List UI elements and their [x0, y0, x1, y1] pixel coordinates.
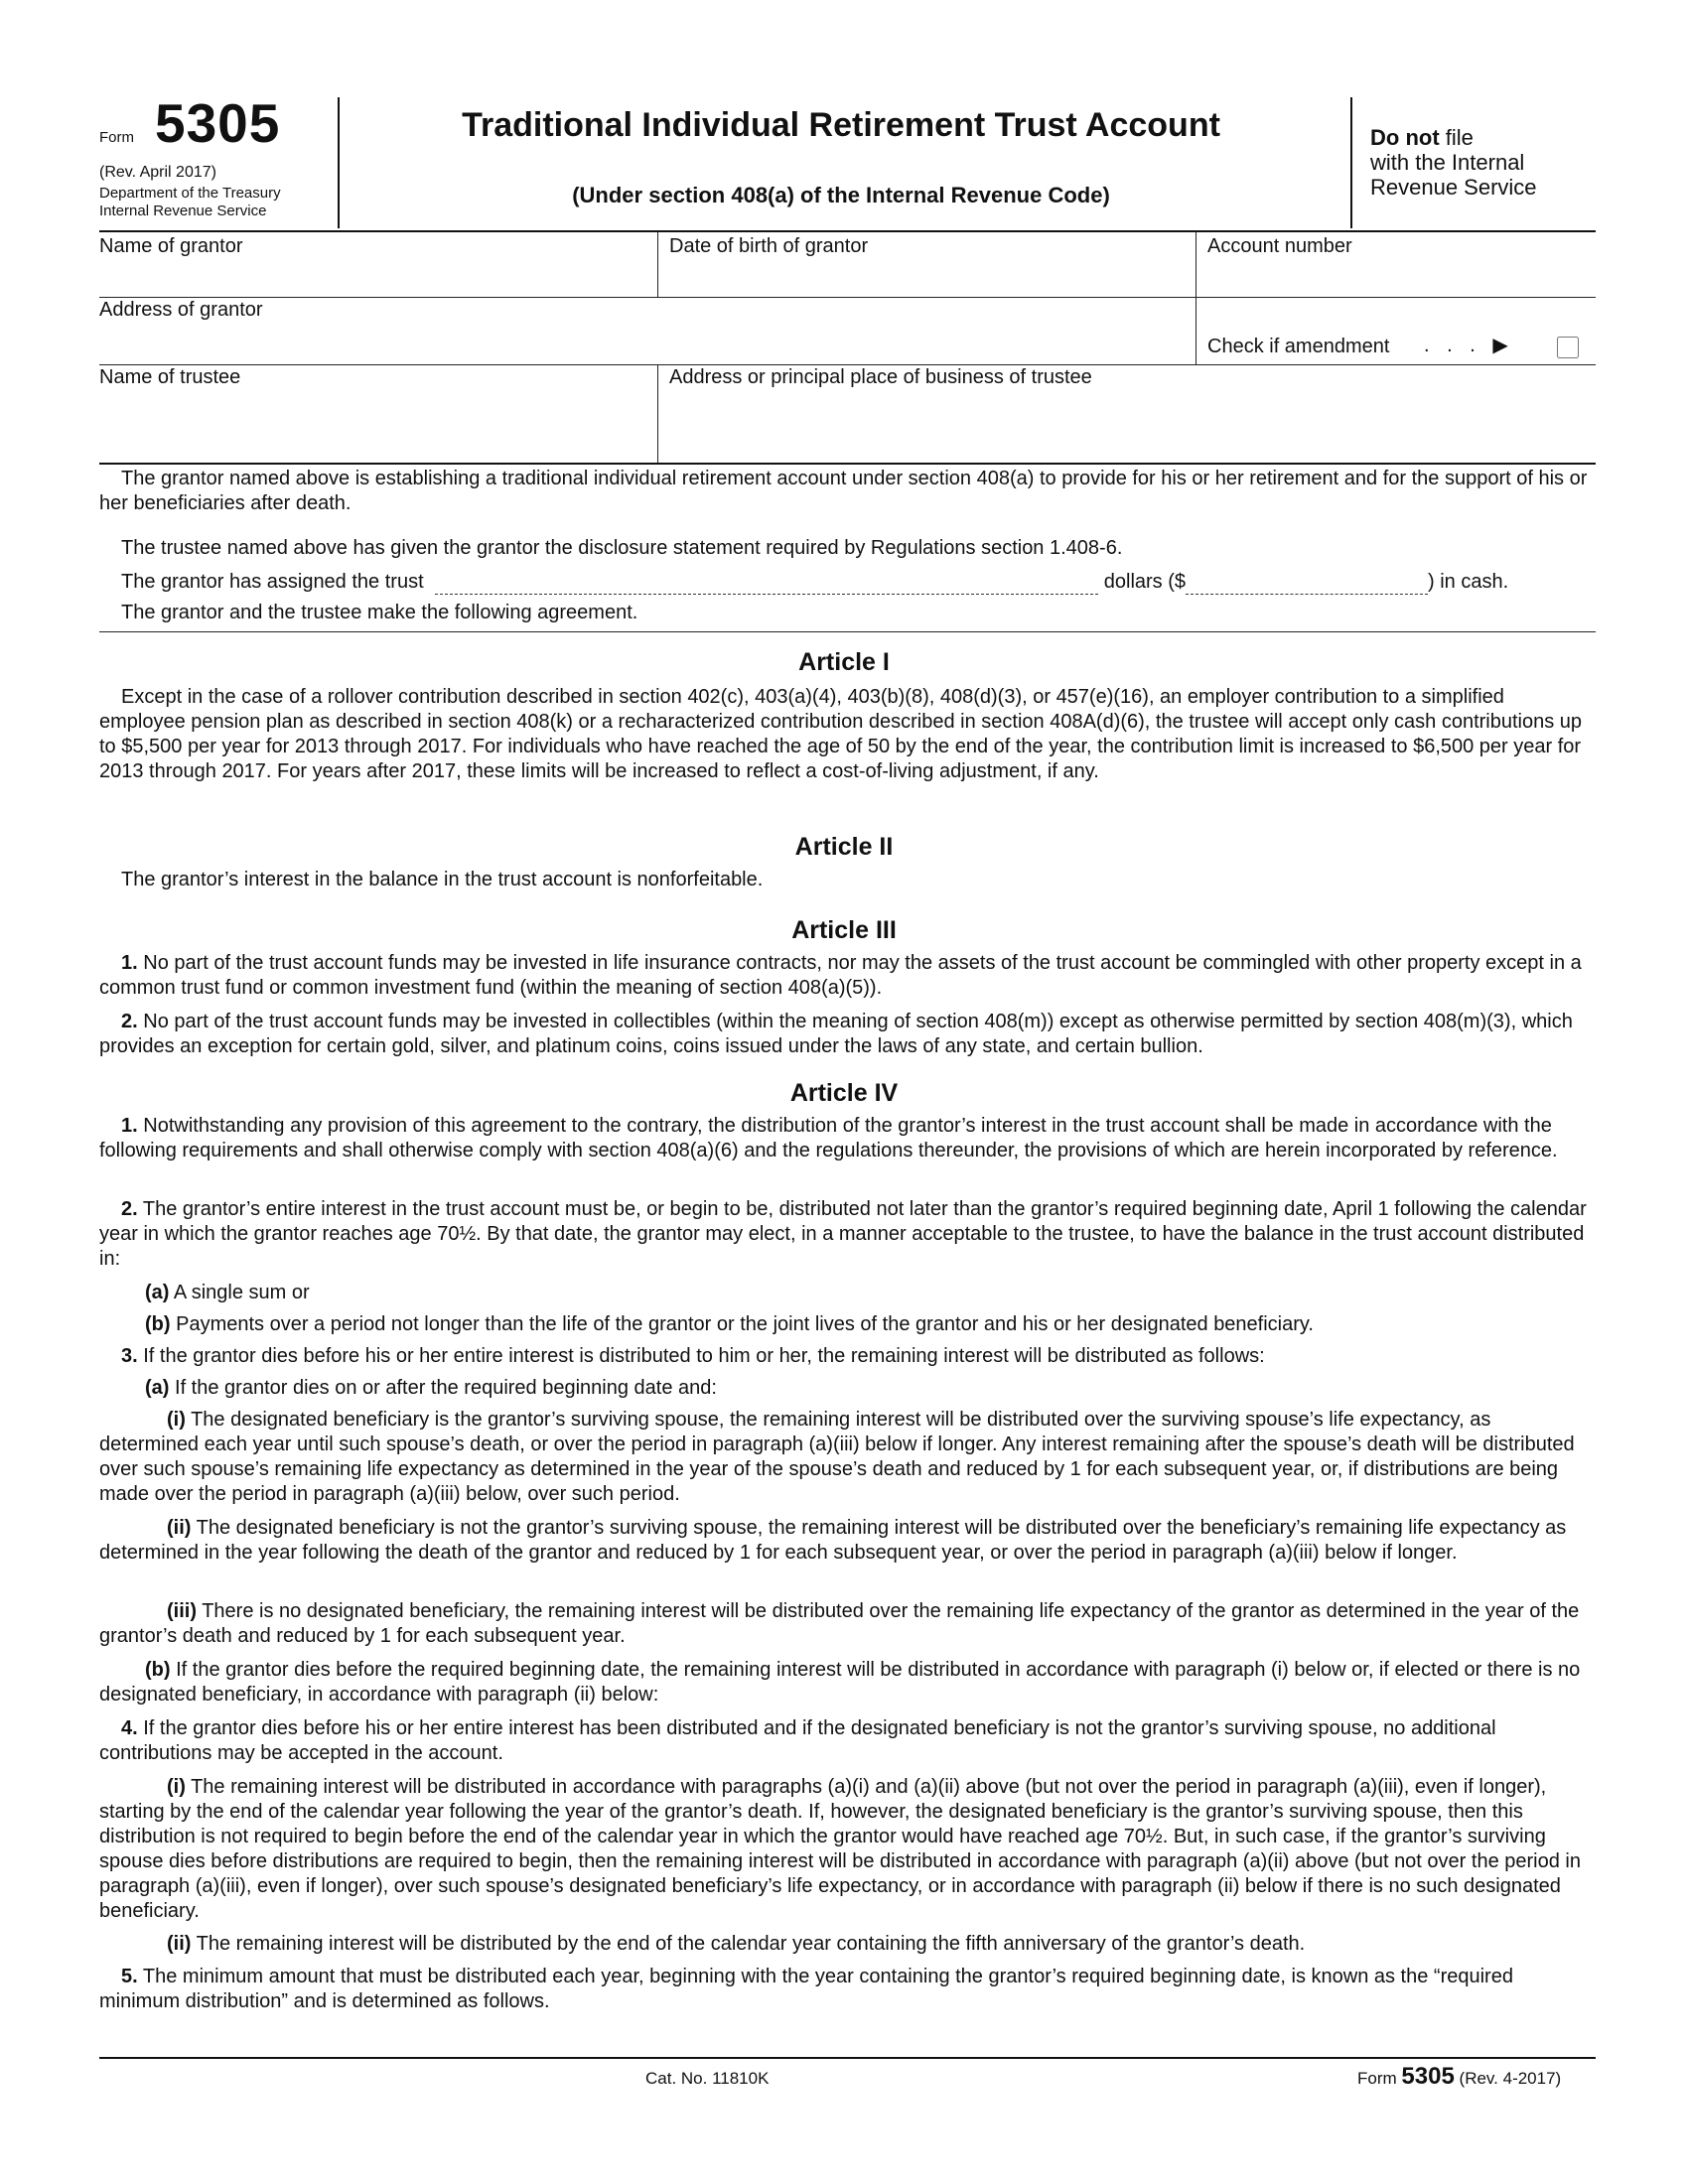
article-1-text — [99, 685, 1589, 784]
check-amendment-label: Check if amendment — [1207, 336, 1390, 357]
amendment-checkbox[interactable] — [1557, 337, 1579, 358]
a4-3aii-text: The designated beneficiary is not the grantor’s surviving spouse, the remaining interest will be distributed over the beneficiary’s remaining life expectancy as determined in the year following the death of the grantor and reduced by 1 for each subsequent year, or over the period in paragraph (a)(iii) below if longer. — [99, 1517, 1567, 1564]
assign-dollars: dollars ($ — [1103, 571, 1187, 593]
a4-5-text: The minimum amount that must be distributed each year, beginning with the year containing the grantor’s required beginning date, is known as the “required minimum distribution” and is determined as follows. — [99, 1966, 1513, 2012]
a4-1-text: Notwithstanding any provision of this agreement to the contrary, the distribution of the grantor’s interest in the trust account shall be made in accordance with the following requirements and shall otherwise comply with section 408(a)(6) and the regulations thereunder, the provisions of which are herein incorporated by reference. — [99, 1115, 1558, 1161]
do-not-bold: Do not — [1370, 125, 1440, 150]
article-3-title: Article III — [791, 916, 897, 944]
article-2-text — [99, 868, 1589, 892]
footer-form-id — [1357, 2063, 1561, 2091]
do-not-rest1: file — [1445, 125, 1474, 150]
a4-3a-num: (a) — [145, 1377, 170, 1399]
catalog-number: Cat. No. 11810K — [645, 2069, 770, 2088]
assignment-line — [99, 570, 1589, 595]
a4-2b-num: (b) — [145, 1313, 171, 1335]
intro-paragraph-4 — [99, 601, 1589, 625]
account-number-input[interactable] — [1207, 262, 1594, 294]
form-subtitle: (Under section 408(a) of the Internal Revenue Code) — [572, 183, 1110, 207]
amendment-leader: . . . ▶ — [1424, 335, 1514, 356]
a3-1-num: 1. — [121, 952, 138, 974]
a4-2-text: The grantor’s entire interest in the trust account must be, or begin to be, distributed not later than the grantor’s required beginning date, April 1 following the calendar year in which the grantor reaches age 70½. By that date, the grantor may elect, in a manner acceptable to the trustee, to have the balance in the trust account distributed in: — [99, 1198, 1587, 1270]
a4-3aiii-num: (iii) — [167, 1600, 197, 1622]
a4-4ii-text: The remaining interest will be distributed by the end of the calendar year containing the fifth anniversary of the grantor’s death. — [196, 1933, 1306, 1955]
intro-p2-text: The trustee named above has given the grantor the disclosure statement required by Regulations section 1.408-6. — [121, 537, 1123, 559]
address-grantor-label: Address of grantor — [99, 299, 263, 321]
footer-revision: (Rev. 4-2017) — [1459, 2069, 1562, 2088]
name-of-trustee-input[interactable] — [99, 395, 655, 431]
address-trustee-label: Address or principal place of business of trustee — [669, 366, 1092, 388]
a3-2-text: No part of the trust account funds may be invested in collectibles (within the meaning of section 408(m)) except as otherwise permitted by section 408(m)(3), which provides an exception for certain gold, silver, and platinum coins, coins issued under the laws of any state, and certain bullion. — [99, 1011, 1573, 1057]
form-label: Form — [99, 129, 134, 146]
a4-3-text: If the grantor dies before his or her entire interest is distributed to him or her, the remaining interest will be distributed as follows: — [143, 1345, 1265, 1367]
address-grantor-input[interactable] — [99, 326, 1191, 361]
fields-bottom-rule — [99, 463, 1596, 465]
account-number-label: Account number — [1207, 235, 1352, 257]
a4-3a-text: If the grantor dies on or after the required beginning date and: — [175, 1377, 717, 1399]
article-4-para-3aiii — [99, 1599, 1589, 1649]
a4-1-num: 1. — [121, 1115, 138, 1137]
article-4-para-4ii — [99, 1932, 1589, 1957]
name-of-trustee-label: Name of trustee — [99, 366, 241, 388]
footer-form-number: 5305 — [1401, 2063, 1455, 2090]
name-of-grantor-label: Name of grantor — [99, 235, 243, 257]
field-divider-3 — [657, 364, 658, 463]
a4-2a-num: (a) — [145, 1282, 170, 1303]
article-4-para-4i — [99, 1775, 1589, 1924]
dob-grantor-input[interactable] — [669, 262, 1190, 294]
article-2-body: The grantor’s interest in the balance in the trust account is nonforfeitable. — [121, 869, 764, 890]
form-title: Traditional Individual Retirement Trust Account — [462, 106, 1220, 144]
article-4-para-3ai — [99, 1408, 1589, 1507]
agency: Internal Revenue Service — [99, 203, 267, 219]
a4-2a-text: A single sum or — [173, 1282, 310, 1303]
article-4-para-1 — [99, 1114, 1589, 1163]
a4-5-num: 5. — [121, 1966, 138, 1987]
a4-4i-num: (i) — [167, 1776, 186, 1798]
a4-4i-text: The remaining interest will be distributed in accordance with paragraphs (a)(i) and (a)(ii) above (but not over the period in paragraph (a)(iii), even if longer), starting by the end of the calendar year following the year of the grantor’s death. If, however, the designated beneficiary is the grantor’s surviving spouse, then this distribution is not required to begin before the end of the calendar year in which the grantor would have reached age 70½. But, in such case, if the grantor’s surviving spouse dies before distributions are required to begin, then the remaining interest will be distributed in accordance with paragraph (a)(ii) above (but not over the period in paragraph (a)(iii), even if longer), over such spouse’s designated beneficiary’s life expectancy, or in accordance with paragraph (ii) below if there is no such designated beneficiary. — [99, 1776, 1581, 1922]
field-divider-1 — [657, 231, 658, 297]
assign-start: The grantor has assigned the trust — [121, 571, 424, 593]
form-id-block — [99, 92, 336, 228]
article-3-para-1 — [99, 951, 1589, 1001]
a4-4ii-num: (ii) — [167, 1933, 192, 1955]
a3-1-text: No part of the trust account funds may be invested in life insurance contracts, nor may the assets of the trust account be commingled with other property except in a common trust fund or common investment fund (within the meaning of section 408(a)(5)). — [99, 952, 1582, 999]
a4-3aiii-text: There is no designated beneficiary, the remaining interest will be distributed over the remaining life expectancy of the grantor as determined in the year of the grantor’s death and reduced by 1 for each subsequent year. — [99, 1600, 1580, 1647]
article-1-title: Article I — [798, 648, 890, 676]
assign-end: ) in cash. — [1428, 571, 1509, 593]
a4-2b-text: Payments over a period not longer than the life of the grantor or the joint lives of the grantor and his or her designated beneficiary. — [176, 1313, 1314, 1335]
form-revision: (Rev. April 2017) — [99, 164, 216, 181]
intro-p1-text: The grantor named above is establishing a traditional individual retirement account under section 408(a) to provide for his or her retirement and for the support of his or her beneficiaries after death. — [99, 468, 1588, 514]
a4-3-num: 3. — [121, 1345, 138, 1367]
a4-4-num: 4. — [121, 1717, 138, 1739]
amount-words-input[interactable] — [435, 570, 1098, 595]
article-2-title: Article II — [794, 833, 894, 861]
header-bottom-rule — [99, 230, 1596, 232]
dob-grantor-label: Date of birth of grantor — [669, 235, 869, 257]
name-of-grantor-input[interactable] — [99, 262, 655, 294]
article-4-para-3 — [99, 1344, 1589, 1369]
article-4-para-3aii — [99, 1516, 1589, 1566]
form-number: 5305 — [155, 92, 281, 154]
footer-form-label: Form — [1357, 2069, 1397, 2088]
do-not-rest2: with the Internal — [1370, 150, 1525, 175]
amount-dollars-input[interactable] — [1186, 570, 1428, 595]
article-4-para-5 — [99, 1965, 1589, 2014]
department: Department of the Treasury — [99, 185, 281, 202]
article-1-body: Except in the case of a rollover contribution described in section 402(c), 403(a)(4), 403(b)(8), 408(d)(3), or 457(e)(16), an employer contribution to a simplified employee pension plan as described in section 408(k) or a recharacterized contribution described in section 408A(d)(6), the trustee will accept only cash contributions up to $5,500 per year for 2013 through 2017. For individuals who have reached the age of 50 by the end of the year, the contribution limit is increased to $6,500 per year for 2013 through 2017. For years after 2017, these limits will be increased to reflect a cost-of-living adjustment, if any. — [99, 686, 1583, 782]
intro-paragraph-1 — [99, 467, 1589, 516]
article-4-para-2 — [99, 1197, 1589, 1272]
article-4-title: Article IV — [789, 1079, 899, 1107]
article-4-para-4 — [99, 1716, 1589, 1766]
a4-3b-text: If the grantor dies before the required beginning date, the remaining interest will be distributed in accordance with paragraph (i) below or, if elected or there is no designated beneficiary, in accordance with paragraph (ii) below: — [99, 1659, 1581, 1706]
article-4-para-3a — [99, 1376, 1589, 1401]
header-divider-right — [1350, 97, 1352, 228]
a3-2-num: 2. — [121, 1011, 138, 1032]
article-4-para-2b — [99, 1312, 1589, 1337]
article-4-para-2a — [99, 1281, 1589, 1305]
do-not-file-notice — [1370, 125, 1537, 200]
a4-3aii-num: (ii) — [167, 1517, 192, 1539]
a4-3b-num: (b) — [145, 1659, 171, 1681]
article-4-para-3b — [99, 1658, 1589, 1707]
intro-bottom-rule — [99, 631, 1596, 632]
address-trustee-input[interactable] — [669, 395, 1592, 431]
row1-bottom-rule — [99, 297, 1596, 298]
a4-4-text: If the grantor dies before his or her entire interest has been distributed and if the designated beneficiary is not the grantor’s surviving spouse, no additional contributions may be accepted in the account. — [99, 1717, 1496, 1764]
a4-2-num: 2. — [121, 1198, 138, 1220]
article-3-para-2 — [99, 1010, 1589, 1059]
intro-paragraph-2 — [99, 536, 1589, 561]
a4-3ai-text: The designated beneficiary is the grantor’s surviving spouse, the remaining interest will be distributed over the surviving spouse’s life expectancy, as determined each year until such spouse’s death, or over the period in paragraph (a)(iii) below if longer. Any interest remaining after the spouse’s death will be distributed over such spouse’s remaining life expectancy as determined in the year of the spouse’s death and reduced by 1 for each subsequent year, or, if distributions are being made over the period in paragraph (a)(iii) below, over such period. — [99, 1409, 1575, 1505]
do-not-rest3: Revenue Service — [1370, 175, 1537, 200]
footer-rule — [99, 2057, 1596, 2059]
intro-p4-text: The grantor and the trustee make the following agreement. — [121, 602, 638, 623]
a4-3ai-num: (i) — [167, 1409, 186, 1431]
